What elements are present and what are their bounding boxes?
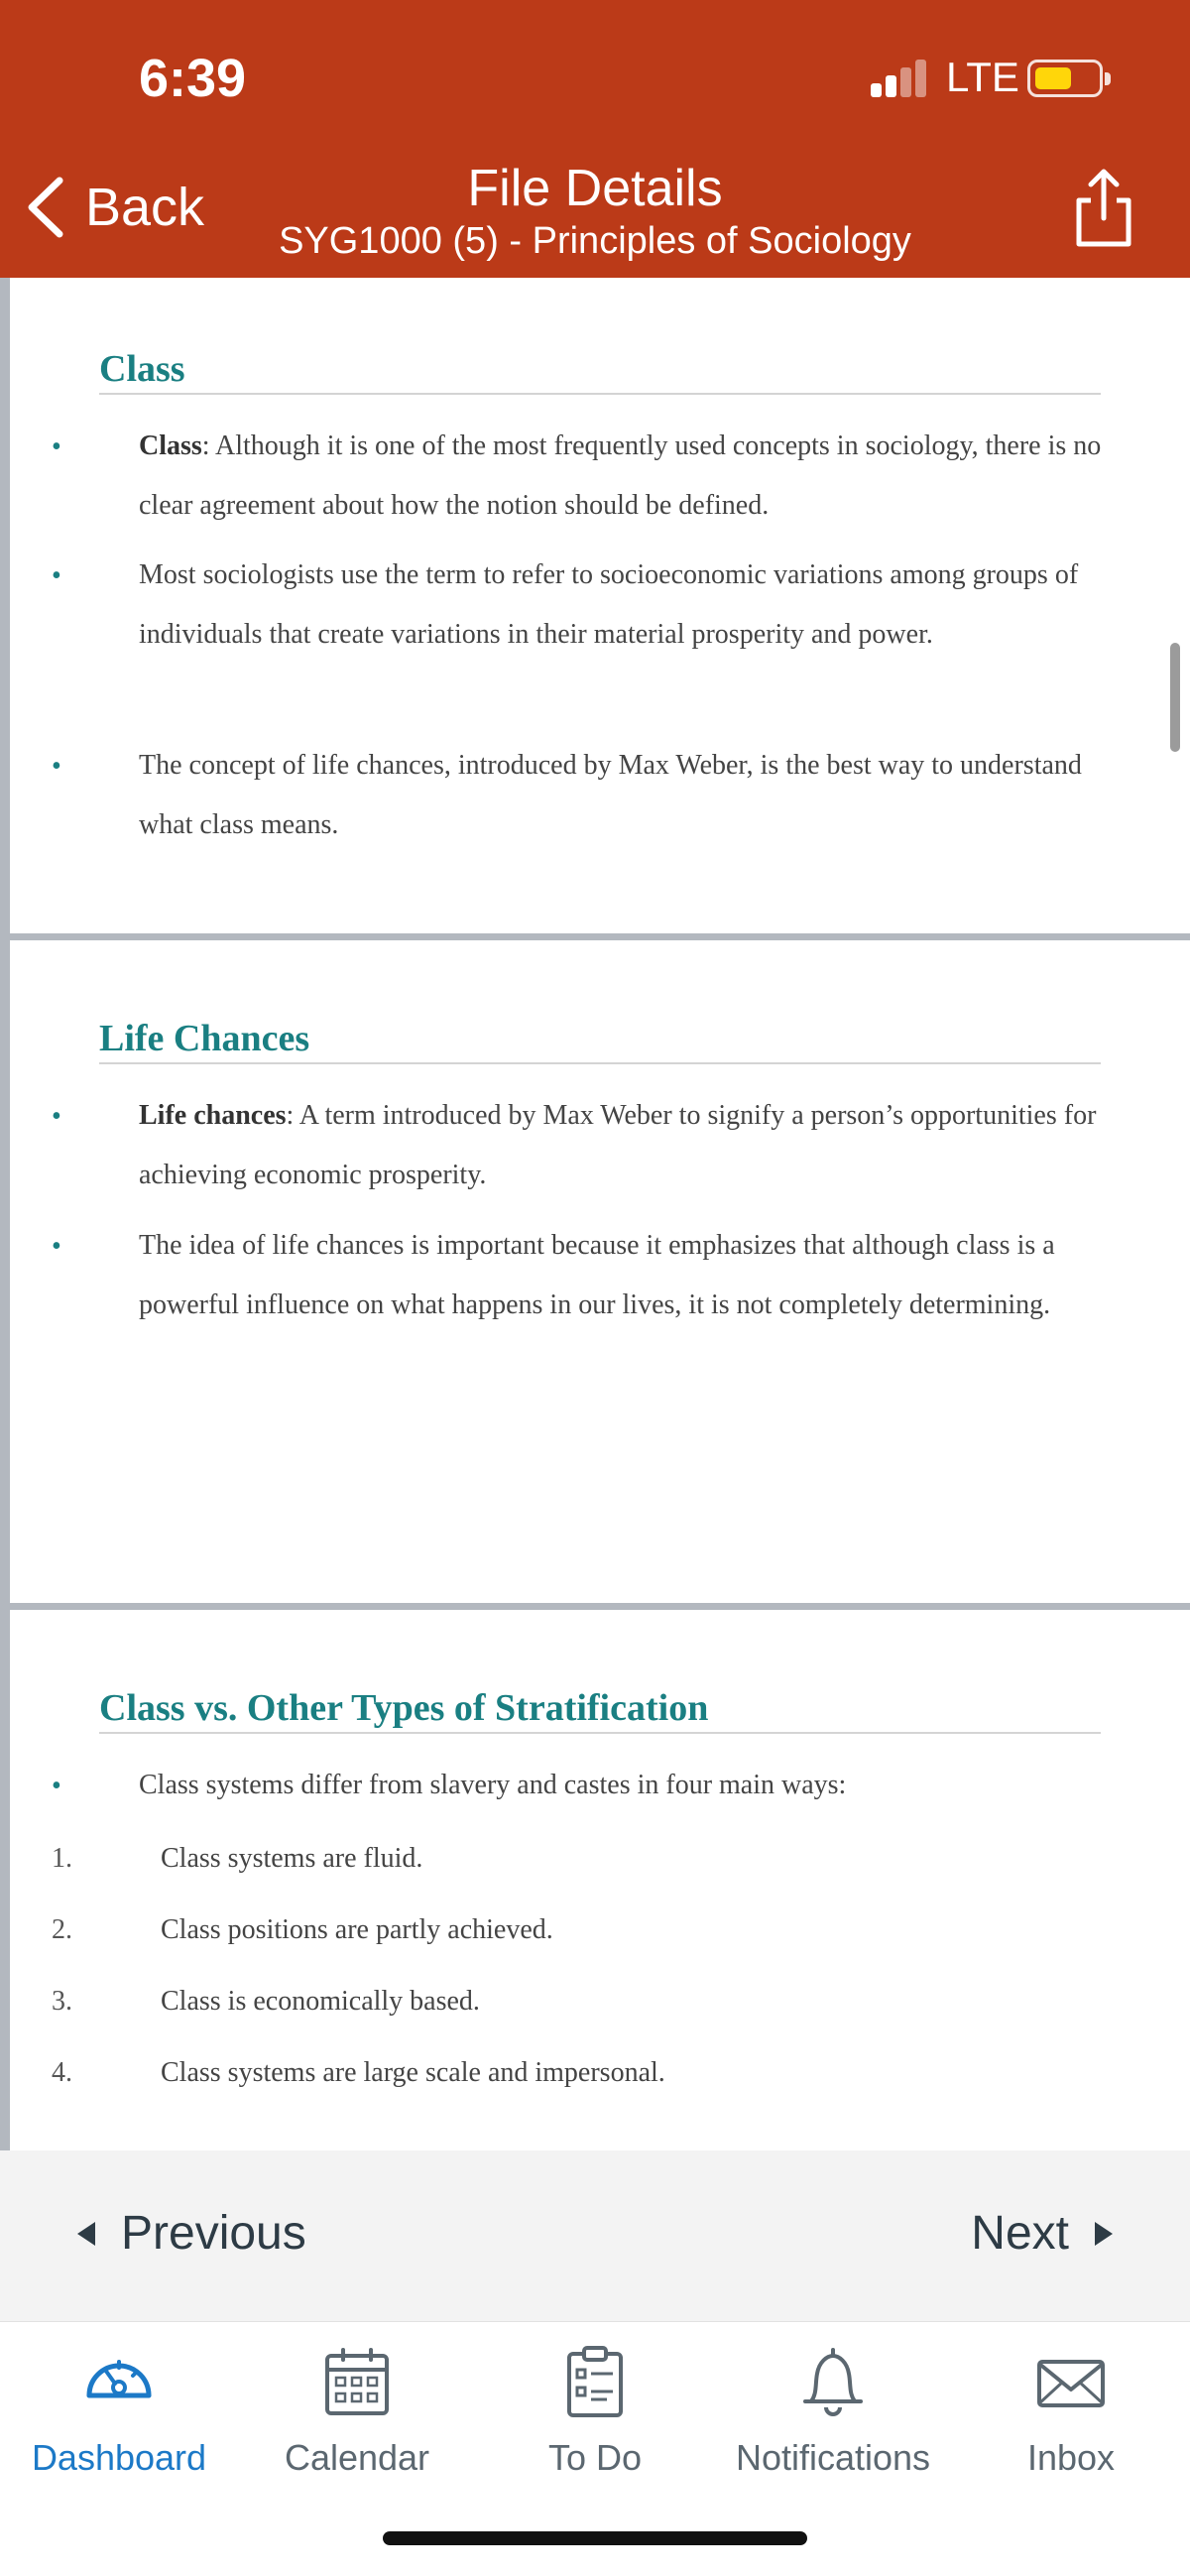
tab-calendar[interactable]	[238, 2344, 476, 2479]
bullet-icon: •	[52, 431, 61, 462]
dashboard-icon	[81, 2344, 157, 2419]
status-time: 6:39	[139, 49, 247, 108]
envelope-icon	[1033, 2344, 1109, 2419]
bullet-icon: •	[52, 1231, 61, 1262]
tab-label: Dashboard	[31, 2437, 207, 2478]
tab-label: Calendar	[284, 2437, 430, 2478]
list-number: 1.	[52, 1843, 72, 1874]
previous-label: Previous	[121, 2207, 306, 2260]
title-rule	[99, 1732, 1101, 1734]
numbered-item-text: Class is economically based.	[161, 1986, 480, 2017]
page-subtitle: SYG1000 (5) - Principles of Sociology	[279, 220, 911, 262]
slide-title-class: Class	[99, 348, 185, 390]
list-number: 2.	[52, 1914, 72, 1945]
title-rule	[99, 1062, 1101, 1064]
slide-title-stratification: Class vs. Other Types of Stratification	[99, 1687, 709, 1729]
bullet-icon: •	[52, 751, 61, 782]
tab-label: Inbox	[1026, 2437, 1116, 2478]
back-label: Back	[85, 178, 205, 237]
slide-title-life-chances: Life Chances	[99, 1018, 310, 1059]
tab-label: To Do	[547, 2437, 643, 2478]
slide-divider	[10, 933, 1190, 940]
numbered-item-text: Class systems are fluid.	[161, 1843, 423, 1874]
bell-icon	[795, 2344, 871, 2419]
next-button[interactable]	[971, 2206, 1115, 2261]
next-label: Next	[971, 2207, 1069, 2260]
slide-bullet-text: Most sociologists use the term to refer to socioeconomic variations among groups of individuals that create variations in their material prosperity and power.	[139, 559, 1079, 650]
document-viewer[interactable]	[0, 278, 1190, 2150]
slide-bullet-text: The idea of life chances is important because it emphasizes that although class is a powerful influence on what happens in our lives, it is not completely determining.	[139, 1230, 1055, 1320]
tab-todo[interactable]	[476, 2344, 714, 2479]
tab-dashboard[interactable]	[0, 2344, 238, 2479]
numbered-item-text: Class systems are large scale and impersonal.	[161, 2057, 665, 2088]
slide-divider	[10, 1603, 1190, 1610]
signal-strength-icon	[871, 58, 930, 97]
network-type: LTE	[946, 54, 1019, 100]
triangle-left-icon	[75, 2220, 97, 2248]
tab-inbox[interactable]	[952, 2344, 1190, 2479]
todo-icon	[557, 2344, 633, 2419]
slide-bullet-text: Class systems differ from slavery and castes in four main ways:	[139, 1770, 847, 1800]
app-header	[0, 0, 1190, 278]
slide-bullet-text: Class: Although it is one of the most frequently used concepts in sociology, there is no clear agreement about how the notion should be defined.	[139, 430, 1102, 521]
home-indicator[interactable]	[383, 2531, 807, 2545]
title-rule	[99, 393, 1101, 395]
share-icon[interactable]	[1071, 167, 1136, 250]
list-number: 4.	[52, 2057, 72, 2088]
calendar-icon	[319, 2344, 395, 2419]
document-left-edge	[0, 278, 10, 2150]
slide-bullet-text: The concept of life chances, introduced by Max Weber, is the best way to understand what class means.	[139, 750, 1082, 840]
tab-label: Notifications	[735, 2437, 931, 2478]
previous-button[interactable]	[75, 2206, 306, 2261]
scrollbar-thumb[interactable]	[1170, 643, 1180, 752]
bullet-icon: •	[52, 1101, 61, 1132]
bullet-icon: •	[52, 560, 61, 591]
triangle-right-icon	[1093, 2220, 1115, 2248]
file-pager	[0, 2150, 1190, 2321]
bullet-icon: •	[52, 1771, 61, 1801]
tab-notifications[interactable]	[714, 2344, 952, 2479]
page-title: File Details	[467, 160, 723, 217]
list-number: 3.	[52, 1986, 72, 2017]
battery-icon	[1027, 60, 1103, 97]
numbered-item-text: Class positions are partly achieved.	[161, 1914, 553, 1945]
slide-bullet-text: Life chances: A term introduced by Max Weber to signify a person’s opportunities for achieving economic prosperity.	[139, 1100, 1097, 1190]
